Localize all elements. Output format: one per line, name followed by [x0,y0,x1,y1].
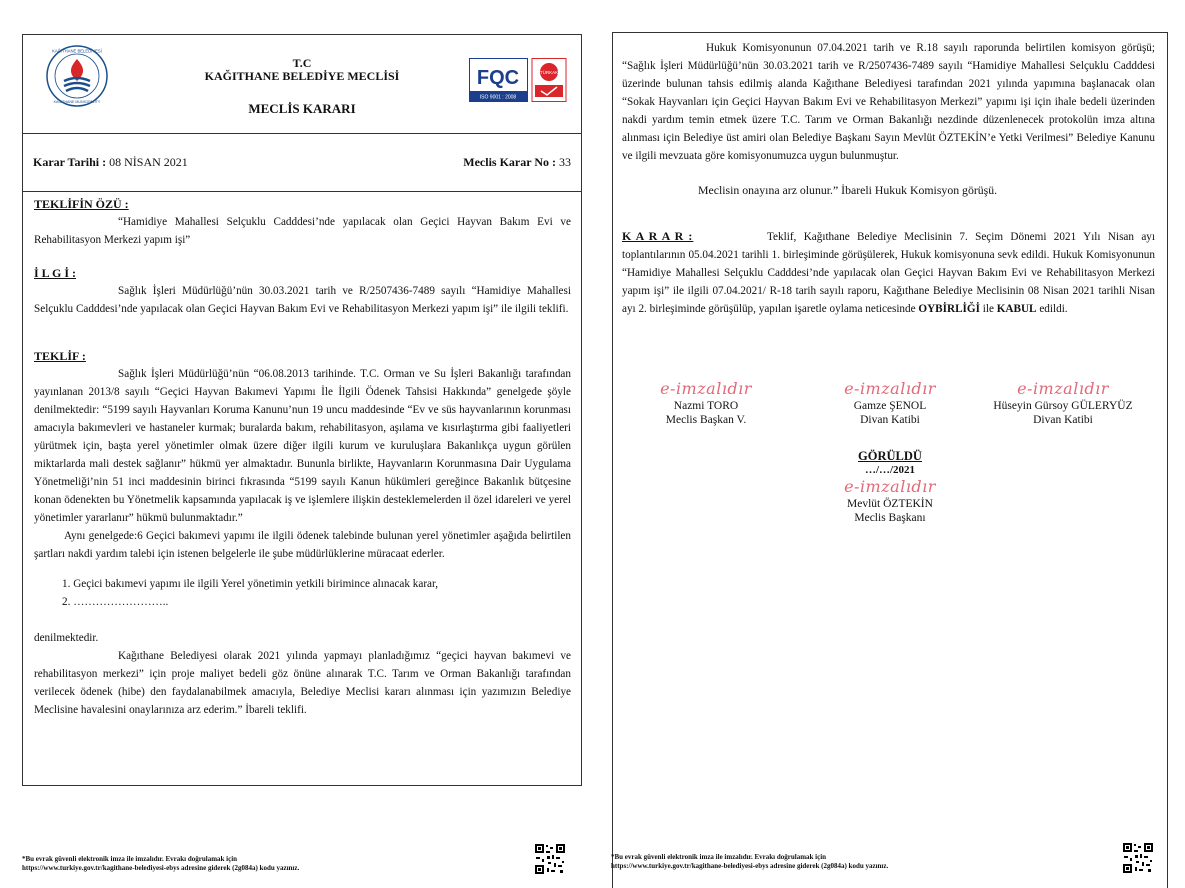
signer-name: Hüseyin Gürsoy GÜLERYÜZ [993,400,1133,412]
decision-number [463,155,571,170]
section-komisyon [622,39,1155,199]
decision-date-value: 08 NİSAN 2021 [106,155,188,169]
footer-line-1: *Bu evrak güvenli elektronik imza ile imzalıdır. Evrakı doğrulamak için [611,853,827,861]
goruldu-date: …/…/2021 [864,464,916,476]
karar-ile: ile [979,303,997,315]
decision-page-2 [612,32,1168,888]
section-karar [622,227,1155,318]
ozet-text: “Hamidiye Mahallesi Selçuklu Cadddesi’nde yapılacak olan Geçici Hayvan Bakım Evi ve Rehabilitasyon Merkezi yapım işi” [34,216,571,246]
footer-line-2: https://www.turkiye.gov.tr/kagithane-belediyesi-ebys adresine giderek (2g084a) kodu yazınız. [22,864,300,872]
decision-date-label: Karar Tarihi : [33,155,107,169]
karar-edildi: edildi. [1036,303,1068,315]
signer-name: Mevlüt ÖZTEKİN [847,498,933,510]
header-council: KAĞITHANE BELEDİYE MECLİSİ [204,69,400,83]
ilgi-text: Sağlık İşleri Müdürlüğü’nün 30.03.2021 tarih ve R/2507436-7489 sayılı “Hamidiye Mahallesi Selçuklu Cadddesi’nde yapılacak olan Geçici Hayvan Bakım Evi ve Rehabilitasyon Merkezi yapım işi” ile ilgili teklifi. [34,285,571,315]
onay-text: Meclisin onayına arz olunur.” İbareli Hukuk Komisyon görüşü. [698,183,998,197]
decision-page-1 [22,34,582,786]
goruldu-block [800,449,980,525]
document-header [23,35,581,134]
signature-block-3 [958,379,1168,427]
e-signature: e-imzalıdır [844,379,936,398]
goruldu-heading: GÖRÜLDÜ [858,449,922,463]
footer-line-1: *Bu evrak güvenli elektronik imza ile imzalıdır. Evrakı doğrulamak için [22,855,238,863]
teklif-list-item-1: 1. Geçici bakımevi yapımı ile ilgili Yerel yönetimin yetkili birimince alınacak karar, [62,578,439,590]
header-doc-type: MECLİS KARARI [248,101,356,116]
qr-code-icon [1122,842,1154,874]
karar-text-body: Teklif, Kağıthane Belediye Meclisinin 7. Seçim Dönemi 2021 Yılı Nisan ayı toplantılarının 05.04.2021 tarihli 1. birleşiminde görüşülerek, Hukuk komisyonuna sevk edildi. Hukuk Komisyonunun “Hamidiye Mahallesi Selçuklu Cadddesi’nde yapılacak olan Geçici Hayvan Bakım Evi ve Rehabilitasyon Merkezi yapım işi” ile ilgili 07.04.2021/ R-18 tarih sayılı raporu, Kağıthane Belediye Meclisinin 08 Nisan 2021 tarihli Nisan ayı 2. birleşiminde görüşülüp, yapılan işaretle oylama neticesinde [622,231,1155,315]
e-signature: e-imzalıdır [1017,379,1109,398]
decision-date [33,155,188,170]
turkak-text: TÜRKAK [539,70,559,75]
karar-heading: K A R A R : [622,229,694,243]
teklif-paragraph-3: denilmektedir. [34,632,99,644]
teklif-heading: TEKLİF : [34,349,86,363]
karar-text [622,228,1155,318]
fqc-text: FQC [476,67,520,89]
section-teklif [34,347,571,719]
komisyon-text: Hukuk Komisyonunun 07.04.2021 tarih ve R.18 sayılı raporunda belirtilen komisyon görüşü; “Sağlık İşleri Müdürlüğü’nün 30.03.2021 tarih ve R/2507436-7489 sayılı “Hamidiye Mahallesi Selçuklu Cadddesi üzerinde bulunan tahsis edilmiş alanda Kağıthane Belediyesi tarafından 2021 yılında yapımına başlanacak olan “Sokak Hayvanları için Geçici Hayvan Bakım Evi ve Rehabilitasyon Merkezi” yapımı işi için ihale bedeli üzerinden nakdi yardım temin etmek üzere T.C. Tarım ve Orman Bakanlığı nezdinde düzenlenecek protokolün imza altına alınması için Belediye üst amiri olan Belediye Başkanı Sayın Mevlüt ÖZTEKİN’e Yetki Verilmesi” Belediye Kanunu ve ilgili mevzuata göre komisyonumuzca uygun bulunmuştur. [622,42,1155,162]
teklif-paragraph-2: Aynı genelgede:6 Geçici bakımevi yapımı ile ilgili ödenek talebinde bulunan yerel yönetimler aşağıda belirtilen şartları nakdi yardım talebi için istenen belgelerle ile şube müdürlüklerine müracaat ederler. [34,530,571,560]
section-ozet [34,195,571,249]
section-ilgi [34,264,571,318]
karar-oybirligi: OYBİRLİĞİ [918,303,980,315]
ilgi-heading: İ L G İ : [34,266,77,280]
logo-text-bottom: KAGITHANE MUNICIPALITY [53,100,101,104]
e-signature: e-imzalıdır [844,477,936,496]
teklif-paragraph-1: Sağlık İşleri Müdürlüğü’nün “06.08.2013 tarihinde. T.C. Orman ve Su İşleri Bakanlığı tarafından yayınlanan 2013/8 sayılı “Geçici Hayvan Bakımevi Yapımı İle İlgili Ödenek Tahsisi Hakkında” genelgede şöyle denilmektedir: “5199 sayılı Hayvanları Koruma Kanunu’nun 19 uncu maddesinde “Ev ve süs hayvanlarının korunması amacıyla bakımevleri ve hastaneler kurmak; buralarda bakım, rehabilitasyon, aşılama ve kısırlaştırma gibi faaliyetleri yürütmek için, başta yerel yönetimler olmak üzere diğer ilgili kurum ve kuruluşlara Bakanlıkça uygun görülen miktarlarda mali destek sağlanır” hükmü yer almaktadır. Bununla birlikte, Hayvanların Korunmasına Dair Uygulama Yönetmeliği’nin 51 inci maddesinin birinci fıkrasında “5199 sayılı Kanun hükümleri gereğince Bakanlık bütçesine konan ödenekten bu Yönetmelik kapsamında yapılacak iş ve işlemlere ilişkin desteklemelerden il özel idareleri ve yerel yönetimler yararlanır” hükmü bulunmaktadır.” [34,368,571,524]
iso-text: ISO 9001 : 2008 [479,94,517,101]
decision-number-value: 33 [556,155,571,169]
meta-divider [23,191,581,192]
teklif-paragraph-4: Kağıthane Belediyesi olarak 2021 yılında yapmayı planladığımız “geçici hayvan bakımevi ve rehabilitasyon merkezi” için proje maliyet bedeli göz önüne alınarak T.C. Tarım ve Orman Bakanlığı tarafından verilecek ödenek (hibe) den faydalanabilmek amacıyla, Belediye Meclisi kararı alınması için yazımızın Belediye Meclisine havalesini onaylarınıza arz ederim.” İbareli teklifi. [34,650,571,716]
signer-name: Nazmi TORO [673,400,739,412]
signer-name: Gamze ŞENOL [853,400,927,412]
qr-code-icon [534,843,566,875]
signature-block-2 [800,379,980,427]
page1-footer [22,855,299,873]
header-country: T.C [292,56,312,70]
page2-footer [611,853,888,871]
signer-title: Meclis Başkanı [854,512,926,524]
logo-text: KAĞITHANE BELEDİYESİ [52,48,102,54]
signer-title: Divan Katibi [860,414,920,426]
signer-title: Meclis Başkan V. [665,414,747,426]
karar-kabul: KABUL [996,303,1037,315]
footer-line-2: https://www.turkiye.gov.tr/kagithane-belediyesi-ebys adresine giderek (2g084a) kodu yazınız. [611,862,889,870]
ozet-heading: TEKLİFİN ÖZÜ : [34,197,129,211]
teklif-list-item-2: 2. …………………….. [62,596,169,608]
certification-logos-icon [469,58,567,102]
e-signature: e-imzalıdır [660,379,752,398]
signer-title: Divan Katibi [1033,414,1093,426]
decision-number-label: Meclis Karar No : [463,155,556,169]
signature-block-1 [616,379,796,427]
